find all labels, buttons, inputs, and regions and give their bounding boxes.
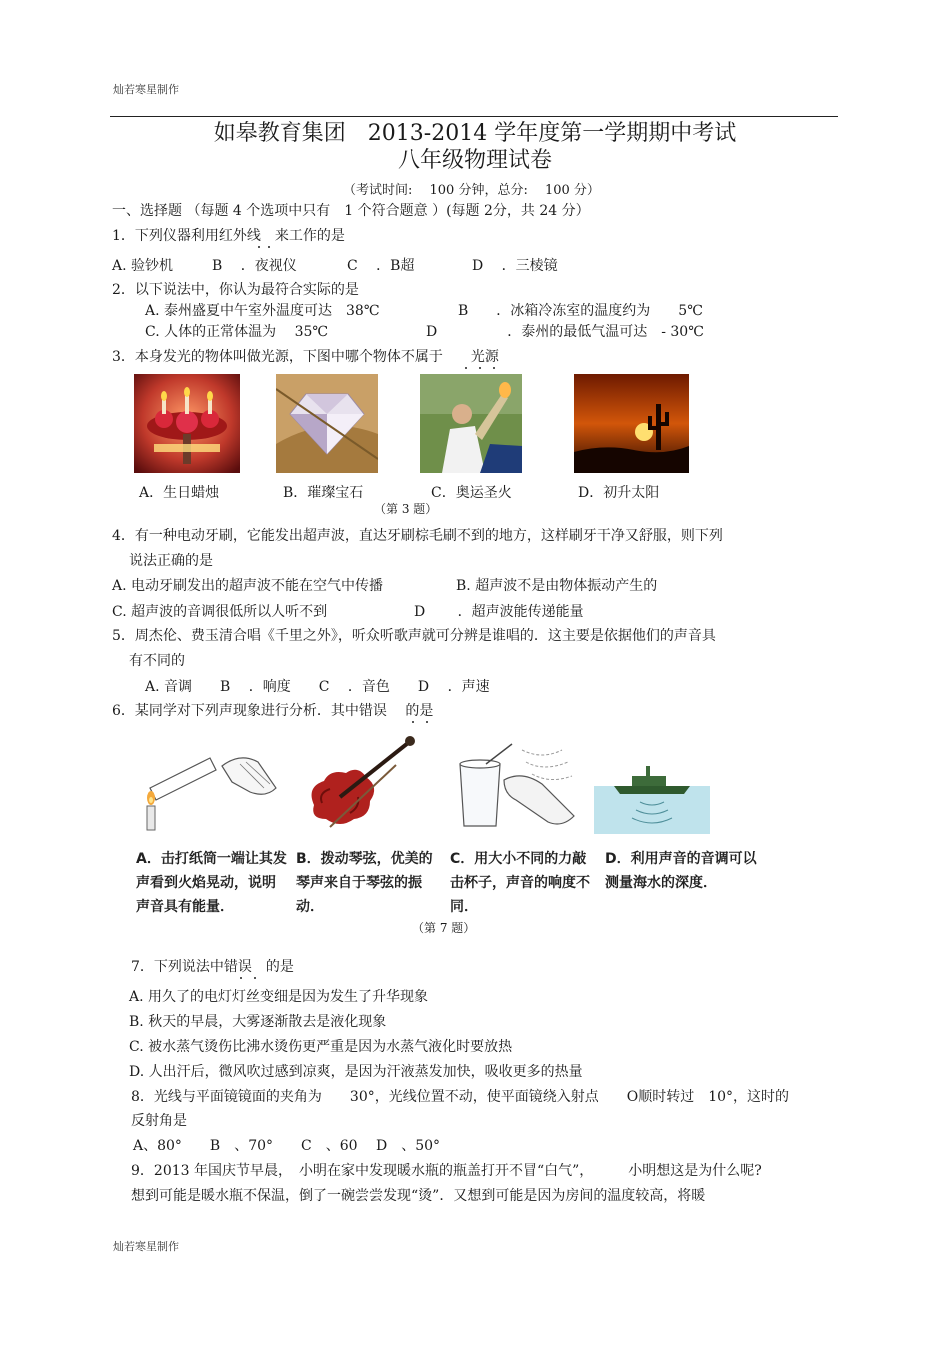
q1-option-b: B ．夜视仪 — [212, 258, 297, 274]
q2-option-d: D ．泰州的最低气温可达 - 30℃ — [426, 324, 704, 340]
q1-option-d: D ．三棱镜 — [472, 258, 558, 274]
q4-option-b: B. 超声波不是由物体振动产生的 — [456, 578, 658, 594]
q5-stem-line1: 5．周杰伦、费玉清合唱《千里之外》，听众听歌声就可分辨是谁唱的．这主要是依据他们的声音具 — [112, 628, 716, 644]
q2-stem: 2．以下说法中，你认为最符合实际的是 — [112, 282, 359, 298]
q3-figure-caption: （第 3 题） — [374, 502, 438, 516]
violin-image — [300, 735, 422, 831]
q6-stem: 6．某同学对下列声现象进行分析．其中错误 的是 — [112, 703, 434, 719]
exam-title: 如皋教育集团 2013-2014 学年度第一学期期中考试 — [213, 121, 737, 146]
q3-option-d: D．初升太阳 — [578, 485, 660, 501]
q8-options: A、80° B 、70° C 、60 D 、50° — [133, 1138, 441, 1154]
q4-stem-line1: 4．有一种电动牙刷，它能发出超声波，直达牙刷棕毛刷不到的地方，这样刷牙干净又舒服，则下列 — [112, 528, 723, 544]
q5-options: A. 音调 B ．响度 C ．音色 D ．声速 — [145, 679, 490, 695]
q2-option-b: B ．冰箱冷冻室的温度约为 5℃ — [458, 303, 703, 319]
header-maker: 灿若寒星制作 — [113, 83, 179, 96]
q7-option-a: A. 用久了的电灯灯丝变细是因为发生了升华现象 — [129, 989, 429, 1005]
emphasis-dot — [412, 721, 414, 723]
q6-option-b: B．拨动琴弦，优美的琴声来自于琴弦的振动． — [296, 851, 433, 915]
q2-option-a: A. 泰州盛夏中午室外温度可达 38℃ — [145, 303, 380, 319]
q7-stem: 7．下列说法中错误 的是 — [131, 959, 294, 975]
emphasis-dot — [465, 367, 467, 369]
emphasis-dot — [240, 977, 242, 979]
q4-option-d: D ．超声波能传递能量 — [414, 604, 584, 620]
exam-info: （考试时间: 100 分钟，总分: 100 分） — [343, 183, 600, 198]
q5-stem-line2: 有不同的 — [129, 653, 185, 669]
sunset-image — [574, 374, 689, 473]
emphasis-dot — [268, 246, 270, 248]
emphasis-dot — [493, 367, 495, 369]
q4-option-c: C. 超声波的音调很低所以人听不到 — [112, 604, 328, 620]
q3-stem: 3．本身发光的物体叫做光源，下图中哪个物体不属于 光源 — [112, 349, 499, 365]
emphasis-dot — [258, 246, 260, 248]
emphasis-dot — [426, 721, 428, 723]
q7-option-c: C. 被水蒸气烫伤比沸水烫伤更严重是因为水蒸气液化时要放热 — [129, 1039, 513, 1055]
q1-option-c: C ．B超 — [347, 258, 415, 274]
section-heading: 一、选择题 （每题 4 个选项中只有 1 个符合题意 ）(每题 2分，共 24 分） — [112, 203, 590, 219]
q7-option-b: B. 秋天的早晨，大雾逐渐散去是液化现象 — [129, 1014, 387, 1030]
q6-figure-caption: （第 7 题） — [412, 921, 476, 935]
q1-option-a: A. 验钞机 — [112, 258, 174, 274]
q1-stem: 1．下列仪器利用红外线 来工作的是 — [112, 228, 345, 244]
q6-option-c: C．用大小不同的力敲击杯子，声音的响度不同． — [450, 851, 590, 915]
gem-image — [276, 374, 378, 473]
footer-maker: 灿若寒星制作 — [113, 1240, 179, 1253]
emphasis-dot — [254, 977, 256, 979]
q2-option-c: C. 人体的正常体温为 35℃ — [145, 324, 329, 340]
candle-image — [134, 374, 240, 473]
q4-stem-line2: 说法正确的是 — [129, 553, 213, 569]
q3-option-c: C．奥运圣火 — [431, 485, 512, 501]
q8-stem-line2: 反射角是 — [131, 1113, 187, 1129]
q4-option-a: A. 电动牙刷发出的超声波不能在空气中传播 — [112, 578, 384, 594]
q9-line1: 9．2013 年国庆节早晨， 小明在家中发现暖水瓶的瓶盖打开不冒“白气”， 小明想这是为什么呢? — [131, 1163, 762, 1179]
q7-option-d: D. 人出汗后，微风吹过感到凉爽，是因为汗液蒸发加快，吸收更多的热量 — [129, 1064, 583, 1080]
paper-tube-candle-image — [140, 748, 282, 836]
ship-sonar-image — [594, 758, 710, 834]
q6-option-a: A．击打纸筒一端让其发声看到火焰晃动，说明声音具有能量． — [136, 851, 287, 915]
q3-option-b: B．璀璨宝石 — [283, 485, 364, 501]
q9-line2: 想到可能是暖水瓶不保温，倒了一碗尝尝发现“烫”．又想到可能是因为房间的温度较高，将暖 — [131, 1188, 706, 1204]
emphasis-dot — [479, 367, 481, 369]
q6-option-d: D．利用声音的音调可以测量海水的深度． — [605, 851, 757, 891]
torch-image — [420, 374, 522, 473]
exam-subject-title: 八年级物理试卷 — [397, 148, 552, 173]
glass-cup-image — [452, 740, 582, 832]
q8-stem-line1: 8．光线与平面镜镜面的夹角为 30°，光线位置不动，使平面镜绕入射点 O顺时转过 10°，这时的 — [131, 1089, 790, 1105]
q3-option-a: A．生日蜡烛 — [139, 485, 220, 501]
